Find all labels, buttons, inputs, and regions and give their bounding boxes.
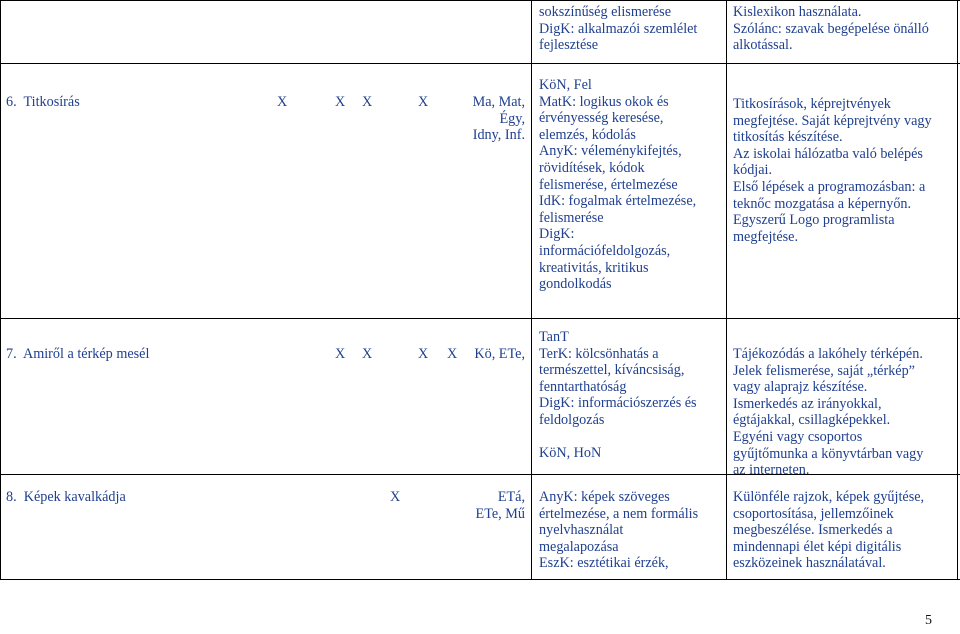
activities-cell: Különféle rajzok, képek gyűjtése, csoportosítása, jellemzőinek megbeszélése. Ismerkedés a mindennapi élet képi digitális eszközeinek használatával. xyxy=(733,489,925,572)
mark-x: X xyxy=(277,94,288,110)
competences-cell: TanT TerK: kölcsönhatás a természettel, kíváncsiság, fenntarthatóság DigK: információszerzés és feldolgozás KöN, HoN xyxy=(539,329,697,462)
activities-cell: Titkosírások, képrejtvények megfejtése. Saját képrejtvény vagy titkosítás készítése. Az iskolai hálózatba való belépés kódjai. Első lépések a programozásban: a teknőc mozgatása a képernyőn. Egyszerű Logo programlista megfejtése. xyxy=(733,96,932,245)
mark-x: X xyxy=(335,346,346,362)
table-column-divider xyxy=(531,0,532,580)
table-column-divider xyxy=(726,0,727,580)
mark-x: X xyxy=(447,346,458,362)
mark-x: X xyxy=(362,94,373,110)
activities-cell: Tájékozódás a lakóhely térképén. Jelek felismerése, saját „térkép” vagy alaprajz készítése. Ismerkedés az irányokkal, égtájakkal, csillagképekkel. Egyéni vagy csoportos gyűjtőmunka a könyvtárban vagy az interneten. xyxy=(733,346,924,479)
page-number: 5 xyxy=(925,613,932,629)
table-bottom-border xyxy=(0,579,960,580)
table-row-divider xyxy=(0,63,960,64)
mark-x: X xyxy=(362,346,373,362)
activities-cell-top: Kislexikon használata. Szólánc: szavak begépelése önálló alkotással. xyxy=(733,4,929,54)
subjects-cell: Ma, Mat, Égy, Idny, Inf. xyxy=(472,94,525,144)
competences-cell: AnyK: képek szöveges értelmezése, a nem formális nyelvhasználat megalapozása EszK: esztétikai érzék, xyxy=(539,489,699,572)
table-row-divider xyxy=(0,0,960,1)
table-row-divider xyxy=(0,318,960,319)
table-border-left xyxy=(0,0,1,580)
subjects-cell: ETá, ETe, Mű xyxy=(475,489,525,522)
mark-x: X xyxy=(418,94,429,110)
competences-cell-top: sokszínűség elismerése DigK: alkalmazói szemlélet fejlesztése xyxy=(539,4,698,54)
competences-cell: KöN, Fel MatK: logikus okok és érvényesség keresése, elemzés, kódolás AnyK: véleménykifejtés, rövidítések, kódok felismerése, értelmezése IdK: fogalmak értelmezése, felismerése DigK: információfeldolgozás, kreativitás, kritikus gondolkodás xyxy=(539,77,697,293)
mark-x: X xyxy=(418,346,429,362)
table-border-right xyxy=(957,0,958,580)
lesson-title: 6. Titkosírás xyxy=(6,94,80,110)
lesson-title: 7. Amiről a térkép mesél xyxy=(6,346,150,362)
subjects-cell: Kö, ETe, xyxy=(474,346,525,362)
mark-x: X xyxy=(390,489,401,505)
lesson-title: 8. Képek kavalkádja xyxy=(6,489,126,505)
mark-x: X xyxy=(335,94,346,110)
